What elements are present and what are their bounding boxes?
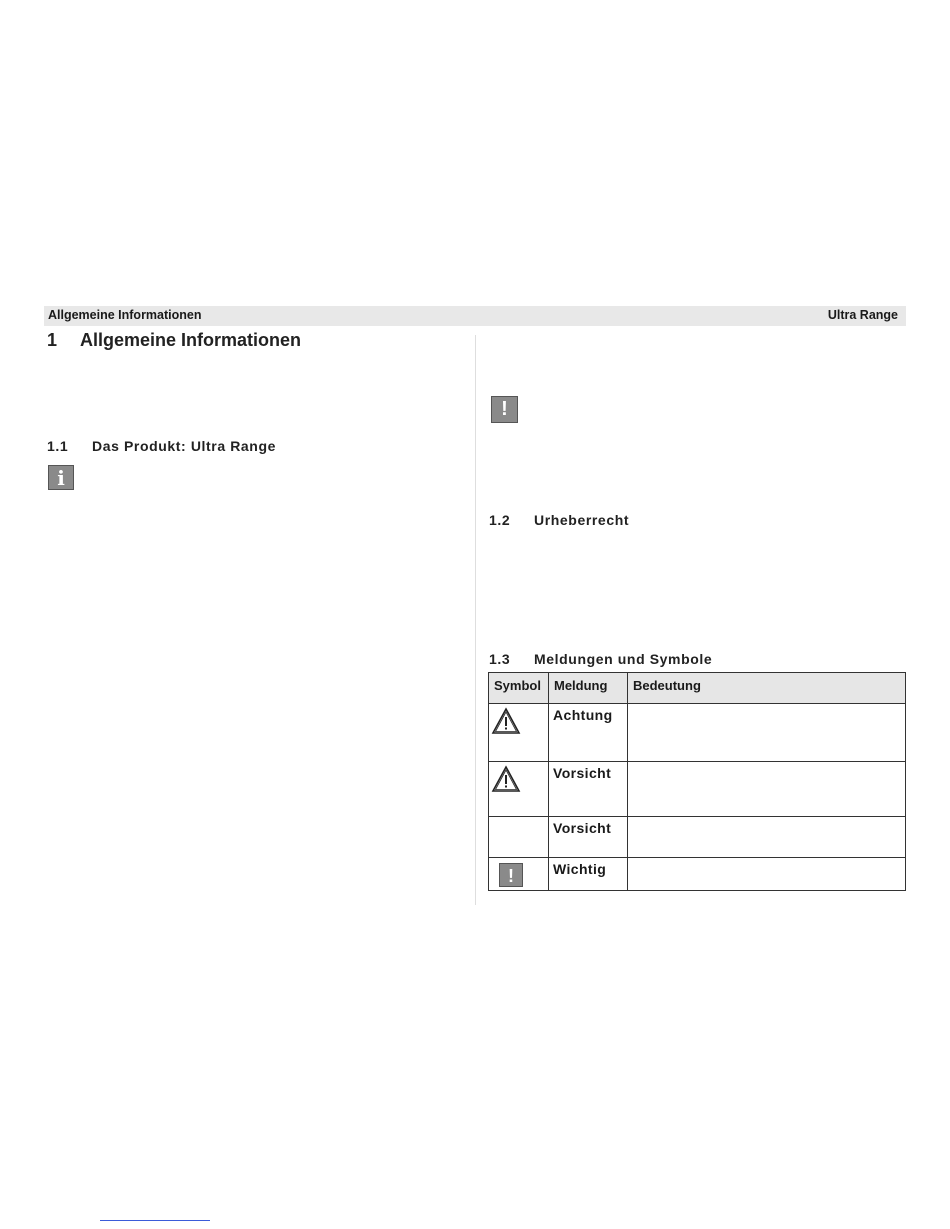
chapter-number: 1 — [47, 330, 58, 350]
table-cell-meldung: Achtung — [549, 704, 628, 762]
section-1-2-title — [489, 512, 629, 528]
header-right-title: Ultra Range — [827, 308, 898, 322]
table-cell-symbol — [489, 858, 549, 891]
section-title-text: Urheberrecht — [534, 512, 630, 528]
table-cell-bedeutung — [628, 762, 906, 817]
section-title-text: Meldungen und Symbole — [534, 651, 713, 667]
section-number: 1.3 — [489, 651, 511, 667]
section-title-text: Das Produkt: Ultra Range — [92, 438, 276, 454]
chapter-title-text: Allgemeine Informationen — [80, 330, 302, 350]
table-cell-symbol — [489, 762, 549, 817]
footer-rule — [100, 1220, 210, 1221]
table-cell-bedeutung — [628, 817, 906, 858]
section-number: 1.1 — [47, 438, 69, 454]
column-divider — [475, 335, 476, 905]
section-1-1-title — [47, 438, 276, 454]
info-icon: i — [48, 465, 74, 490]
table-row — [489, 817, 906, 858]
warning-triangle-icon — [491, 765, 521, 793]
chapter-title — [47, 330, 301, 351]
table-cell-symbol — [489, 704, 549, 762]
table-cell-bedeutung — [628, 858, 906, 891]
table-cell-meldung: Vorsicht — [549, 817, 628, 858]
table-header-meldung: Meldung — [549, 673, 628, 704]
section-1-3-title — [489, 651, 712, 667]
table-cell-symbol — [489, 817, 549, 858]
warning-triangle-icon — [491, 707, 521, 735]
section-number: 1.2 — [489, 512, 511, 528]
table-cell-meldung: Wichtig — [549, 858, 628, 891]
header-left-title: Allgemeine Informationen — [48, 308, 202, 322]
table-header-bedeutung: Bedeutung — [628, 673, 906, 704]
exclamation-box-icon: ! — [499, 863, 523, 887]
table-cell-meldung: Vorsicht — [549, 762, 628, 817]
table-cell-bedeutung — [628, 704, 906, 762]
table-row — [489, 762, 906, 817]
table-header-symbol: Symbol — [489, 673, 549, 704]
table-row — [489, 858, 906, 891]
table-row — [489, 704, 906, 762]
symbols-table — [488, 672, 906, 891]
table-header-row — [489, 673, 906, 704]
running-header — [44, 306, 906, 326]
exclamation-box-icon: ! — [491, 396, 518, 423]
